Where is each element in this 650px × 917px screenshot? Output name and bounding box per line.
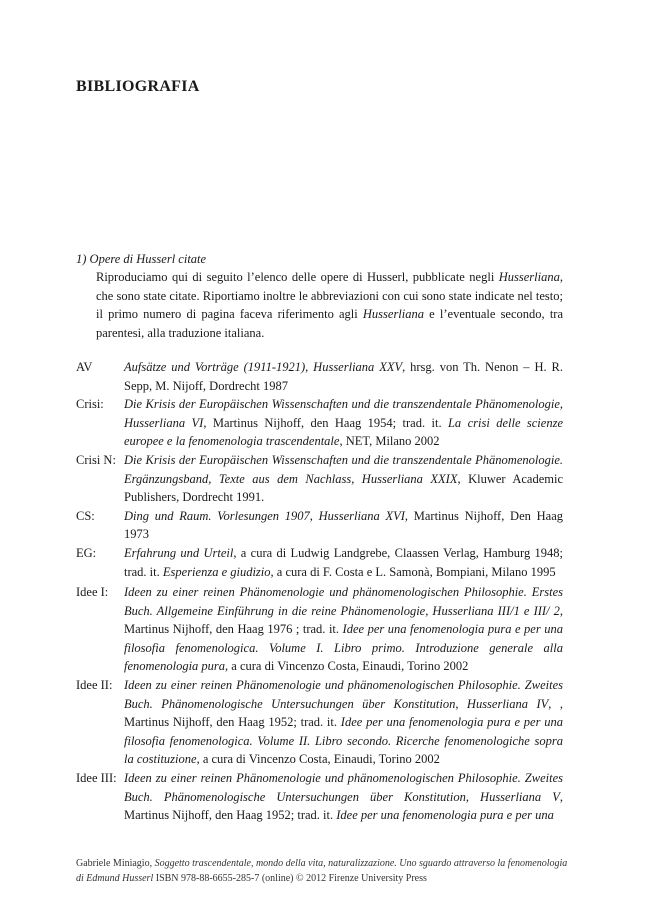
ref-text: , , Martinus Nijhoff, den Haag 1952; trad. it.: [124, 696, 563, 730]
bib-abbr: AV: [76, 360, 93, 374]
bib-reference: [124, 583, 563, 676]
bib-reference: [124, 676, 563, 769]
bib-abbr: Crisi:: [76, 397, 104, 412]
ref-italic: Ding und Raum. Vorlesungen 1907, Husserliana XVI: [124, 508, 405, 523]
bib-abbr: CS:: [76, 508, 95, 523]
footer-book-title: Soggetto trascendentale, mondo della vita, naturalizzazione. Uno sguardo attraverso la fenomenologia di Edmund Husserl: [76, 858, 568, 884]
intro-paragraph: [96, 268, 563, 342]
ref-italic: La crisi delle scienze europee e la fenomenologia trascendentale: [124, 415, 563, 449]
intro-italic-1: Husserliana: [498, 270, 560, 284]
ref-italic: Ideen zu einer reinen Phänomenologie und phänomenologischen Philosophie. Erstes Buch. Allgemeine Einführung in die reine Phänomenologie, Husserliana III/1 e III/ 2: [124, 585, 563, 618]
ref-text: , Martinus Nijhoff, Den Haag 1973: [124, 508, 563, 542]
footer-author: Gabriele Miniagio,: [76, 858, 155, 869]
intro-text-2: , che sono state citate. Riportiamo inoltre le abbreviazioni con cui sono state indicate nel testo; il primo numero di pagina faceva riferimento agli: [96, 270, 563, 322]
bib-reference: [124, 451, 563, 507]
ref-italic: Ideen zu einer reinen Phänomenologie und phänomenologischen Philosophie. Zweites Buch. Phänomenologische Untersuchungen über Konstitution, Husserliana IV: [124, 677, 563, 711]
bibliography-group: [76, 358, 563, 581]
bib-abbr: Idee II:: [76, 677, 113, 692]
bib-abbr: Crisi N:: [76, 452, 116, 467]
bib-entry-crisi: [76, 395, 563, 451]
bib-abbr: Idee III:: [76, 770, 117, 785]
ref-text: , a cura di Ludwig Landgrebe, Claassen Verlag, Hamburg 1948; trad. it.: [124, 545, 563, 579]
page-footer: [76, 857, 576, 886]
ref-italic: Idee per una fenomenologia pura e per una filosofia fenomenologica. Volume II. Libro secondo. Ricerche fenomenologiche sopra la costituzione,: [124, 715, 563, 767]
ref-italic: Idee per una fenomenologia pura e per una: [336, 808, 554, 823]
bib-entry-crisi-n: [76, 451, 563, 507]
ref-italic: Idee per una fenomenologia pura e per una filosofia fenomenologica. Volume I. Libro primo. Introduzione generale alla fenomenologia pura: [124, 622, 563, 674]
bib-reference: [124, 507, 563, 544]
page-title: BIBLIOGRAFIA: [76, 78, 200, 95]
ref-italic: Die Krisis der Europäischen Wissenschaften und die transzendentale Phänomenologie. Ergänzungsband, Texte aus dem Nachlass, Husserliana XXIX: [124, 452, 563, 486]
ref-italic: Ideen zu einer reinen Phänomenologie und phänomenologischen Philosophie. Zweites Buch. Phänomenologische Untersuchungen über Konstitution, Husserliana V: [124, 770, 563, 804]
bib-entry-av: [76, 358, 563, 395]
ref-italic: Aufsätze und Vorträge (1911-1921), Husserliana XXV: [124, 360, 403, 374]
ref-text: , hrsg. von Th. Nenon – H. R. Sepp, M. Nijoff, Dordrecht 1987: [124, 360, 563, 393]
intro-text-1: Riproduciamo qui di seguito l’elenco delle opere di Husserl, pubblicate negli: [96, 270, 499, 284]
bib-reference: [124, 544, 563, 581]
bib-entry-eg: [76, 544, 563, 581]
bib-reference: [124, 395, 563, 451]
ref-italic: Die Krisis der Europäischen Wissenschaften und die transzendentale Phänomenologie, Husserliana VI: [124, 397, 563, 430]
ref-text: , NET, Milano 2002: [339, 434, 440, 449]
ref-italic: Erfahrung und Urteil: [124, 545, 234, 560]
ref-text: a cura di Vincenzo Costa, Einaudi, Torino 2002: [199, 752, 440, 767]
bib-entry-idee-3: [76, 769, 563, 825]
intro-text-3: e l’eventuale secondo, tra parentesi, alla traduzione italiana.: [96, 307, 563, 340]
section-heading: 1) Opere di Husserl citate: [76, 252, 207, 266]
bib-abbr: Idee I:: [76, 585, 109, 599]
footer-pub-info: ISBN 978-88-6655-285-7 (online) © 2012 Firenze University Press: [153, 872, 427, 884]
bib-entry-idee-1: [76, 583, 563, 676]
bib-entry-cs: [76, 507, 563, 544]
ref-text: , a cura di F. Costa e L. Samonà, Bompiani, Milano 1995: [270, 564, 556, 579]
ref-text: , Martinus Nijhoff, den Haag 1976 ; trad. it.: [124, 603, 563, 637]
bib-reference: [124, 769, 563, 825]
intro-italic-2: Husserliana: [362, 307, 425, 322]
ref-text: , a cura di Vincenzo Costa, Einaudi, Torino 2002: [225, 659, 469, 674]
bibliography-group: [76, 583, 563, 825]
ref-text: , Martinus Nijhoff, den Haag 1952; trad. it.: [124, 789, 563, 823]
ref-text: , Martinus Nijhoff, den Haag 1954; trad. it.: [203, 415, 448, 430]
bib-entry-idee-2: [76, 676, 563, 769]
bib-abbr: EG:: [76, 545, 97, 560]
ref-text: , Kluwer Academic Publishers, Dordrecht 1991.: [124, 471, 563, 505]
ref-italic: Esperienza e giudizio: [162, 564, 271, 579]
bib-reference: [124, 358, 563, 395]
